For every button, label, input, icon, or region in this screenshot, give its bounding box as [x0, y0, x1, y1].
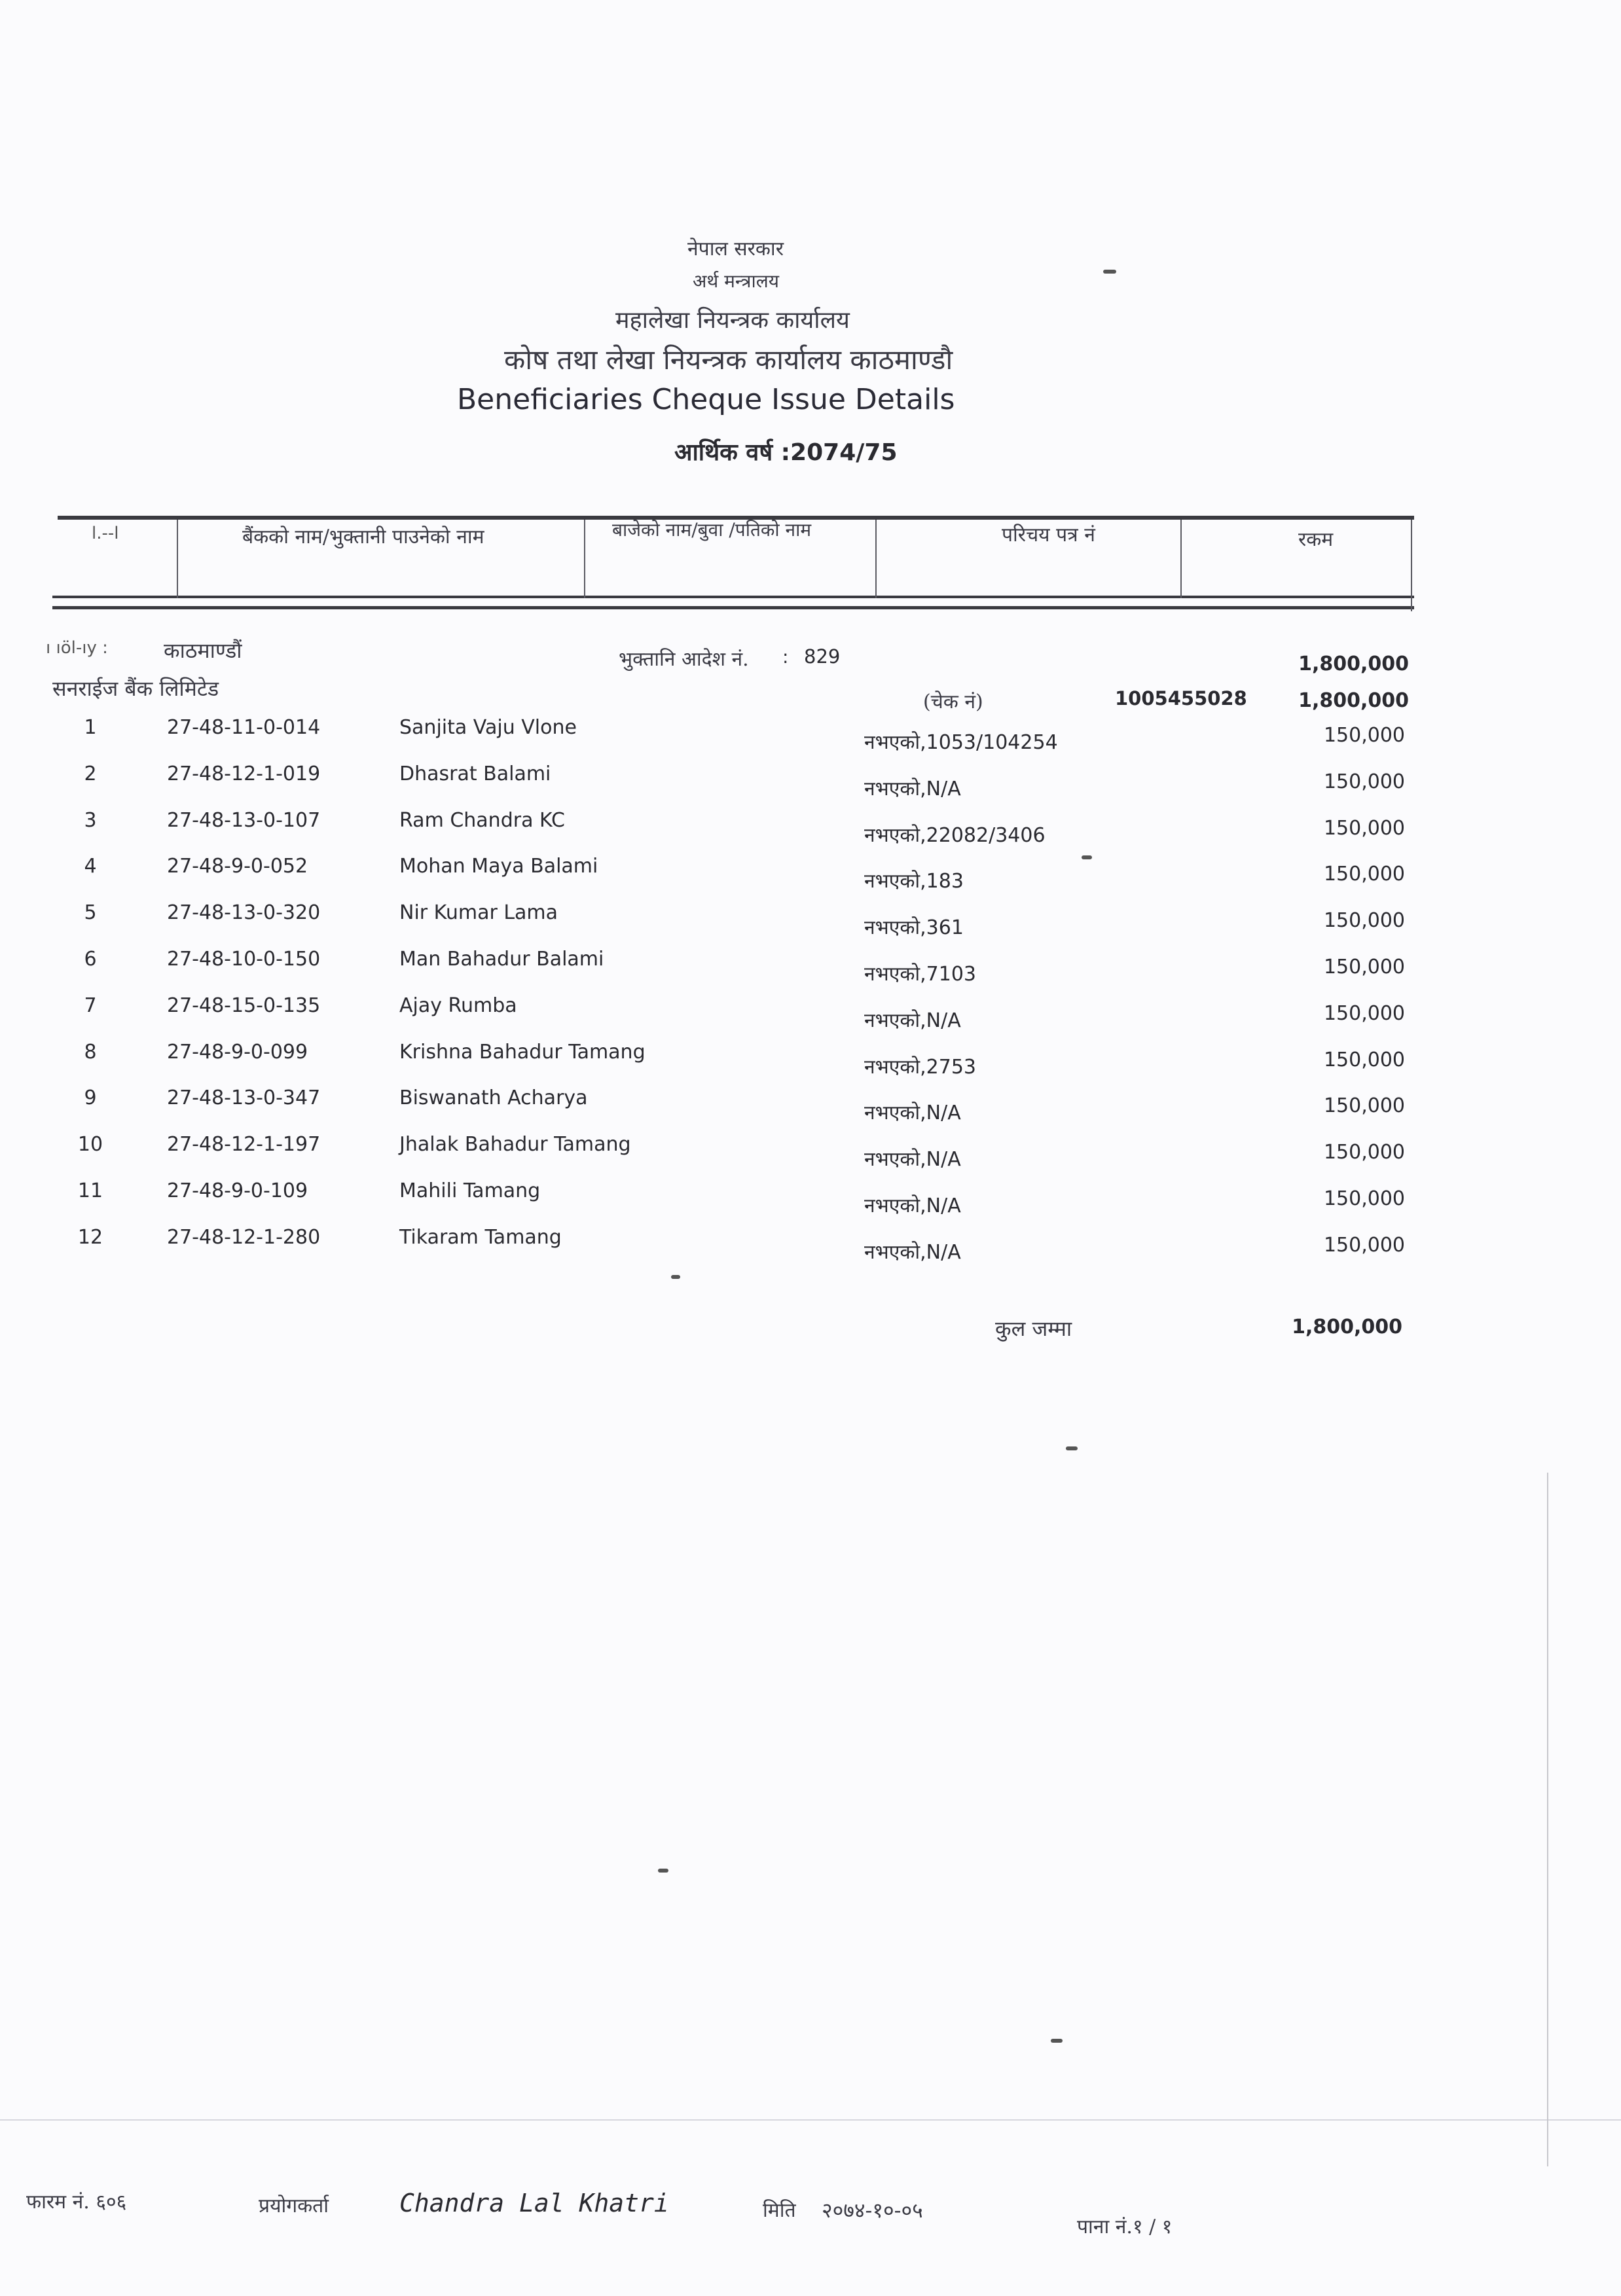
- page-number: पाना नं.१ / १: [1077, 2215, 1173, 2238]
- row-relative: नभएको,1053/104254: [864, 731, 1058, 754]
- report-date: २०७४-१०-०५: [822, 2198, 923, 2223]
- row-name: Sanjita Vaju Vlone: [399, 716, 577, 739]
- table-header-bottom-rule: [52, 596, 1414, 598]
- row-sn: 10: [77, 1133, 103, 1156]
- row-relative: नभएको,N/A: [864, 1102, 961, 1124]
- row-relative: नभएको,2753: [864, 1056, 977, 1079]
- table-row: [0, 901, 1621, 941]
- row-amount: 150,000: [1323, 1049, 1405, 1071]
- row-relative: नभएको,361: [864, 916, 964, 939]
- table-row: [0, 948, 1621, 987]
- row-code: 27-48-12-1-019: [167, 762, 321, 785]
- scan-speck: [1051, 2039, 1063, 2043]
- col-divider-2: [584, 520, 585, 598]
- row-amount: 150,000: [1323, 1234, 1405, 1257]
- row-amount: 150,000: [1323, 1002, 1405, 1025]
- row-code: 27-48-12-1-280: [167, 1226, 321, 1249]
- row-code: 27-48-9-0-099: [167, 1041, 308, 1064]
- row-name: Ajay Rumba: [399, 994, 517, 1017]
- header-treasury: कोष तथा लेखा नियन्त्रक कार्यालय काठमाण्डौ: [504, 344, 953, 376]
- col-header-id-card: परिचय पत्र नं: [1002, 524, 1095, 547]
- row-amount: 150,000: [1323, 956, 1405, 978]
- page-title: Beneficiaries Cheque Issue Details: [457, 383, 955, 416]
- row-relative: नभएको,N/A: [864, 1194, 961, 1217]
- date-label: मिति: [763, 2199, 796, 2222]
- row-sn: 3: [84, 809, 97, 832]
- table-row: [0, 994, 1621, 1033]
- row-sn: 5: [84, 901, 97, 924]
- row-relative: नभएको,N/A: [864, 1148, 961, 1171]
- total-label: कुल जम्मा: [995, 1316, 1072, 1341]
- payment-order-label: भुक्तानि आदेश नं.: [619, 648, 749, 671]
- row-code: 27-48-15-0-135: [167, 994, 321, 1017]
- row-amount: 150,000: [1323, 1141, 1405, 1164]
- row-name: Mahili Tamang: [399, 1179, 541, 1202]
- footer-dotted-line: [0, 2119, 1621, 2121]
- row-code: 27-48-13-0-320: [167, 901, 321, 924]
- row-code: 27-48-9-0-052: [167, 855, 308, 878]
- row-name: Krishna Bahadur Tamang: [399, 1041, 646, 1064]
- row-name: Biswanath Acharya: [399, 1086, 588, 1109]
- row-name: Tikaram Tamang: [399, 1226, 562, 1249]
- cheque-label: (चेक नं): [923, 691, 983, 713]
- col-divider-1: [177, 520, 178, 598]
- scan-speck: [658, 1869, 668, 1873]
- col-divider-3: [875, 520, 877, 598]
- row-sn: 8: [84, 1041, 97, 1064]
- col-divider-5: [1411, 520, 1412, 611]
- scan-speck: [1066, 1446, 1078, 1450]
- row-sn: 9: [84, 1086, 97, 1109]
- col-header-bank-name: बैंकको नाम/भुक्तानी पाउनेको नाम: [242, 526, 484, 548]
- row-sn: 1: [84, 716, 97, 739]
- header-office: महालेखा नियन्त्रक कार्यालय: [615, 307, 850, 334]
- row-code: 27-48-13-0-347: [167, 1086, 321, 1109]
- row-relative: नभएको,N/A: [864, 1241, 961, 1264]
- user-label: प्रयोगकर्ता: [259, 2195, 329, 2217]
- row-sn: 4: [84, 855, 97, 878]
- table-row: [0, 716, 1621, 755]
- fiscal-year: आर्थिक वर्ष :2074/75: [674, 439, 898, 466]
- row-name: Man Bahadur Balami: [399, 948, 604, 971]
- row-name: Dhasrat Balami: [399, 762, 551, 785]
- office-value: काठमाण्डौं: [164, 638, 242, 663]
- row-amount: 150,000: [1323, 1094, 1405, 1117]
- row-amount: 150,000: [1323, 863, 1405, 886]
- row-relative: नभएको,N/A: [864, 778, 961, 800]
- cheque-no: 1005455028: [1115, 687, 1247, 709]
- row-code: 27-48-12-1-197: [167, 1133, 321, 1156]
- row-amount: 150,000: [1323, 1187, 1405, 1210]
- office-label: ı ıöl-ıy :: [46, 638, 108, 658]
- col-divider-4: [1180, 520, 1182, 598]
- row-amount: 150,000: [1323, 724, 1405, 747]
- col-header-sn: l.--l: [92, 524, 119, 543]
- row-amount: 150,000: [1323, 817, 1405, 840]
- user-name: Chandra Lal Khatri: [399, 2189, 669, 2217]
- bank-total: 1,800,000: [1298, 689, 1409, 712]
- payment-order-sep: :: [782, 646, 789, 668]
- table-row: [0, 1226, 1621, 1265]
- row-relative: नभएको,22082/3406: [864, 824, 1046, 847]
- scan-edge-line: [1547, 1473, 1548, 2166]
- scan-speck: [671, 1275, 680, 1279]
- row-code: 27-48-9-0-109: [167, 1179, 308, 1202]
- scan-speck: [1103, 270, 1116, 274]
- row-sn: 2: [84, 762, 97, 785]
- row-code: 27-48-11-0-014: [167, 716, 321, 739]
- row-relative: नभएको,183: [864, 870, 964, 893]
- row-relative: नभएको,7103: [864, 963, 977, 986]
- col-header-relative: बाजेको नाम/बुवा /पतिको नाम: [612, 519, 812, 541]
- row-sn: 7: [84, 994, 97, 1017]
- table-row: [0, 809, 1621, 848]
- table-header-double-rule: [52, 606, 1414, 609]
- scan-speck: [1082, 855, 1092, 859]
- table-row: [0, 1133, 1621, 1172]
- row-sn: 6: [84, 948, 97, 971]
- row-code: 27-48-10-0-150: [167, 948, 321, 971]
- row-name: Jhalak Bahadur Tamang: [399, 1133, 631, 1156]
- row-code: 27-48-13-0-107: [167, 809, 321, 832]
- row-name: Nir Kumar Lama: [399, 901, 558, 924]
- row-amount: 150,000: [1323, 770, 1405, 793]
- header-gov: नेपाल सरकार: [687, 238, 784, 260]
- row-sn: 12: [77, 1226, 103, 1249]
- office-total: 1,800,000: [1298, 653, 1409, 675]
- table-row: [0, 762, 1621, 802]
- col-header-amount: रकम: [1298, 528, 1334, 551]
- table-row: [0, 1086, 1621, 1126]
- row-relative: नभएको,N/A: [864, 1009, 961, 1032]
- row-name: Mohan Maya Balami: [399, 855, 598, 878]
- payment-order-no: 829: [804, 645, 841, 668]
- table-row: [0, 1179, 1621, 1219]
- form-number: फारम नं. ६०६: [26, 2191, 127, 2214]
- bank-name: सनराईज बैंक लिमिटेड: [52, 676, 219, 701]
- table-row: [0, 1041, 1621, 1080]
- row-amount: 150,000: [1323, 909, 1405, 932]
- table-row: [0, 855, 1621, 894]
- row-sn: 11: [77, 1179, 103, 1202]
- grand-total: 1,800,000: [1292, 1316, 1402, 1338]
- row-name: Ram Chandra KC: [399, 809, 565, 832]
- header-ministry: अर्थ मन्त्रालय: [693, 270, 779, 292]
